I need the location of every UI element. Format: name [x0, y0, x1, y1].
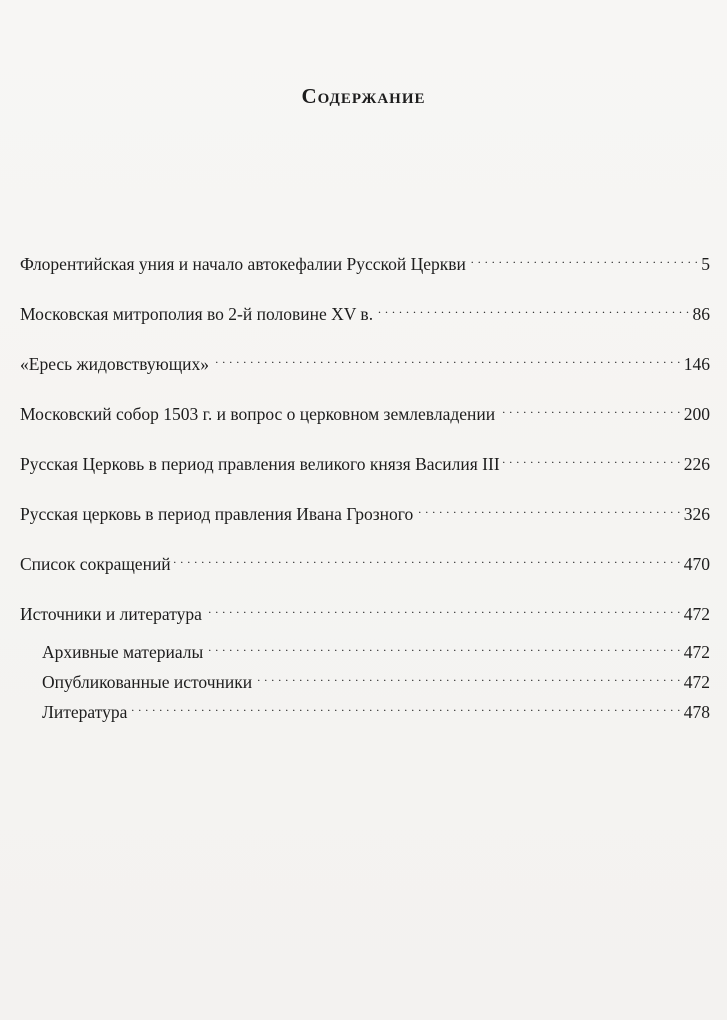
toc-entry [20, 298, 710, 325]
toc-entry-page: 226 [683, 454, 710, 474]
toc-subentry [42, 666, 710, 693]
toc-entry-title: Русская церковь в период правления Ивана Грозного [20, 504, 414, 524]
toc-entry [20, 448, 710, 475]
toc-entry [20, 398, 710, 425]
dot-leader [416, 498, 680, 520]
toc-entry [20, 248, 710, 275]
toc-entry-page: 472 [683, 604, 710, 624]
dot-leader [205, 598, 681, 620]
dot-leader [503, 448, 681, 470]
dot-leader [130, 696, 680, 718]
toc-entry-page: 200 [683, 404, 710, 424]
toc-entry-title: Русская Церковь в период правления великого князя Василия III [20, 454, 500, 474]
toc-entry-page: 470 [683, 554, 710, 574]
dot-leader [255, 666, 681, 688]
dot-leader [498, 398, 681, 420]
dot-leader [174, 548, 681, 570]
toc-entry-title: «Ересь жидовствующих» [20, 354, 210, 374]
dot-leader [469, 248, 698, 270]
toc-subentry-title: Опубликованные источники [42, 672, 253, 692]
toc-entry-title: Московский собор 1503 г. и вопрос о церковном землевладении [20, 404, 496, 424]
toc-entry-title: Список сокращений [20, 554, 171, 574]
toc-subentry-page: 472 [683, 672, 710, 692]
toc-entry-page: 5 [701, 254, 710, 274]
toc-entry-page: 326 [683, 504, 710, 524]
toc-entry-title: Московская митрополия во 2-й половине XV в. [20, 304, 374, 324]
dot-leader [206, 636, 681, 658]
toc-subentry-title: Архивные материалы [42, 642, 204, 662]
toc-subentry-page: 472 [683, 642, 710, 662]
toc-entry [20, 498, 710, 525]
toc-entry-title: Флорентийская уния и начало автокефалии Русской Церкви [20, 254, 466, 274]
toc-entry [20, 548, 710, 575]
toc-subentry-title: Литература [42, 702, 128, 722]
toc-entry-page: 146 [683, 354, 710, 374]
toc-entry-page: 86 [692, 304, 710, 324]
toc-entry [20, 598, 710, 625]
dot-leader [212, 348, 681, 370]
toc-subentry [42, 696, 710, 723]
toc-entry [20, 348, 710, 375]
toc-entry-title: Источники и литература [20, 604, 202, 624]
page-title: Содержание [301, 84, 426, 108]
dot-leader [376, 298, 689, 320]
toc-subentry-page: 478 [683, 702, 710, 722]
toc-subentry [42, 636, 710, 663]
